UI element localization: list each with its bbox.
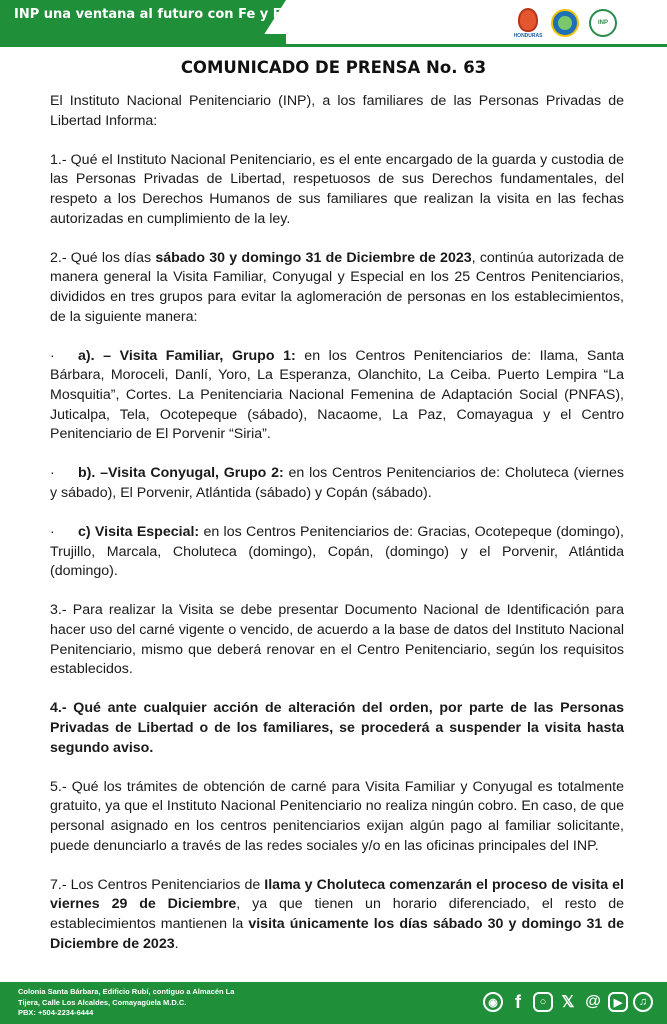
footer-line-1: Colonia Santa Bárbara, Edificio Rubí, contiguo a Almacén La bbox=[18, 987, 235, 996]
footer-address bbox=[18, 987, 234, 1019]
bullet-a: · a). – Visita Familiar, Grupo 1: en los Centros Penitenciarios de: Ilama, Santa Bárbara, Moroceli, Danlí, Yoro, La Esperanza, Olanchito, La Ceiba. Puerto Lempira “La Mosquitia”, Cortes. La Penitenciaria Nacional Femenina de Adaptación Social (PNFAS), Juticalpa, Tela, Ocotepeque (sábado), Nacaome, La Paz, Comayagua y el Centro Penitenciario de El Porvenir “Siria”. bbox=[50, 347, 624, 443]
inp-seal-icon bbox=[551, 9, 579, 37]
intro-paragraph: El Instituto Nacional Penitenciario (INP), a los familiares de las Personas Privadas de Libertad Informa: bbox=[50, 93, 624, 129]
bullet-dot: · bbox=[50, 347, 55, 364]
document-title: COMUNICADO DE PRENSA No. 63 bbox=[180, 58, 487, 77]
bullet-c: · c) Visita Especial: en los Centros Penitenciarios de: Gracias, Ocotepeque (domingo), Trujillo, Marcala, Choluteca (domingo), Copán, (domingo) y el Porvenir, Atlántida (domingo). bbox=[50, 524, 624, 580]
footer-line-2: Tijera, Calle Los Alcaldes, Comayagüela M.D.C. bbox=[18, 997, 187, 1007]
facebook-icon[interactable]: f bbox=[515, 991, 521, 1012]
honduras-label: HONDURAS bbox=[513, 32, 543, 39]
threads-icon[interactable]: @ bbox=[585, 993, 601, 1010]
paragraph-5: 5.- Qué los trámites de obtención de carné para Visita Familiar y Conyugal es totalmente gratuito, ya que el Instituto Nacional Penitenciario no realiza ningún cobro. En caso, de que personal asignado en los centros penitenciarios exijan algún pago al familiar solicitante, puede denunciarlo a través de las redes sociales y/o en las oficinas principales del INP. bbox=[50, 778, 624, 854]
tiktok-icon[interactable]: ♫ bbox=[633, 992, 653, 1012]
document-body bbox=[50, 92, 624, 974]
instagram-icon[interactable]: ○ bbox=[533, 992, 553, 1012]
logos bbox=[515, 6, 617, 40]
paragraph-2: 2.- Qué los días sábado 30 y domingo 31 de Diciembre de 2023, continúa autorizada de manera general la Visita Familiar, Conyugal y Especial en los 25 Centros Penitenciarios, divididos en tres grupos para evitar la aglomeración de personas en los establecimientos, de la siguiente manera: bbox=[50, 249, 624, 325]
paragraph-7: 7.- Los Centros Penitenciarios de Ilama y Choluteca comenzarán el proceso de visita el viernes 29 de Diciembre, ya que tienen un horario diferenciado, el resto de establecimientos mantienen la visita únicamente los días sábado 30 y domingo 31 de Diciembre de 2023. bbox=[50, 876, 625, 952]
x-icon[interactable]: 𝕏 bbox=[561, 994, 575, 1011]
footer bbox=[0, 982, 667, 1024]
inp-label: INP bbox=[597, 20, 608, 26]
honduras-crest-icon bbox=[515, 6, 541, 40]
bullet-dot: · bbox=[50, 524, 55, 541]
paragraph-1: 1.- Qué el Instituto Nacional Penitenciario, es el ente encargado de la guarda y custodia de las Personas Privadas de Libertad, respetuosos de sus Derechos fundamentales, del respeto a los Derechos Humanos de sus familiares que realizan la visita en las fechas autorizadas en cumplimiento de la ley. bbox=[50, 151, 624, 227]
bullet-b: · b). –Visita Conyugal, Grupo 2: en los Centros Penitenciarios de: Choluteca (viernes y sábado), El Porvenir, Atlántida (sábado) y Copán (sábado). bbox=[50, 465, 624, 501]
social-links bbox=[483, 992, 653, 1012]
bullet-dot: · bbox=[50, 465, 55, 482]
header-title: INP una ventana al futuro con Fe y Esperanza bbox=[14, 7, 349, 22]
footer-line-3: PBX: +504-2234-6444 bbox=[18, 1008, 94, 1017]
paragraph-4: 4.- Qué ante cualquier acción de alteración del orden, por parte de las Personas Privadas de Libertad o de los familiares, se procederá a suspender la visita hasta segundo aviso. bbox=[50, 700, 624, 756]
youtube-icon[interactable]: ▶ bbox=[608, 992, 628, 1012]
header bbox=[0, 0, 667, 52]
paragraph-3: 3.- Para realizar la Visita se debe presentar Documento Nacional de Identificación para hacer uso del carné vigente o vencido, de acuerdo a la base de datos del Instituto Nacional Penitenciario, mismo que deberá renovar en el Centro Penitenciario, según los requisitos establecidos. bbox=[50, 602, 624, 678]
header-rule bbox=[0, 44, 667, 47]
globe-icon[interactable]: ◉ bbox=[483, 992, 503, 1012]
inp-emblem-icon bbox=[589, 9, 617, 37]
